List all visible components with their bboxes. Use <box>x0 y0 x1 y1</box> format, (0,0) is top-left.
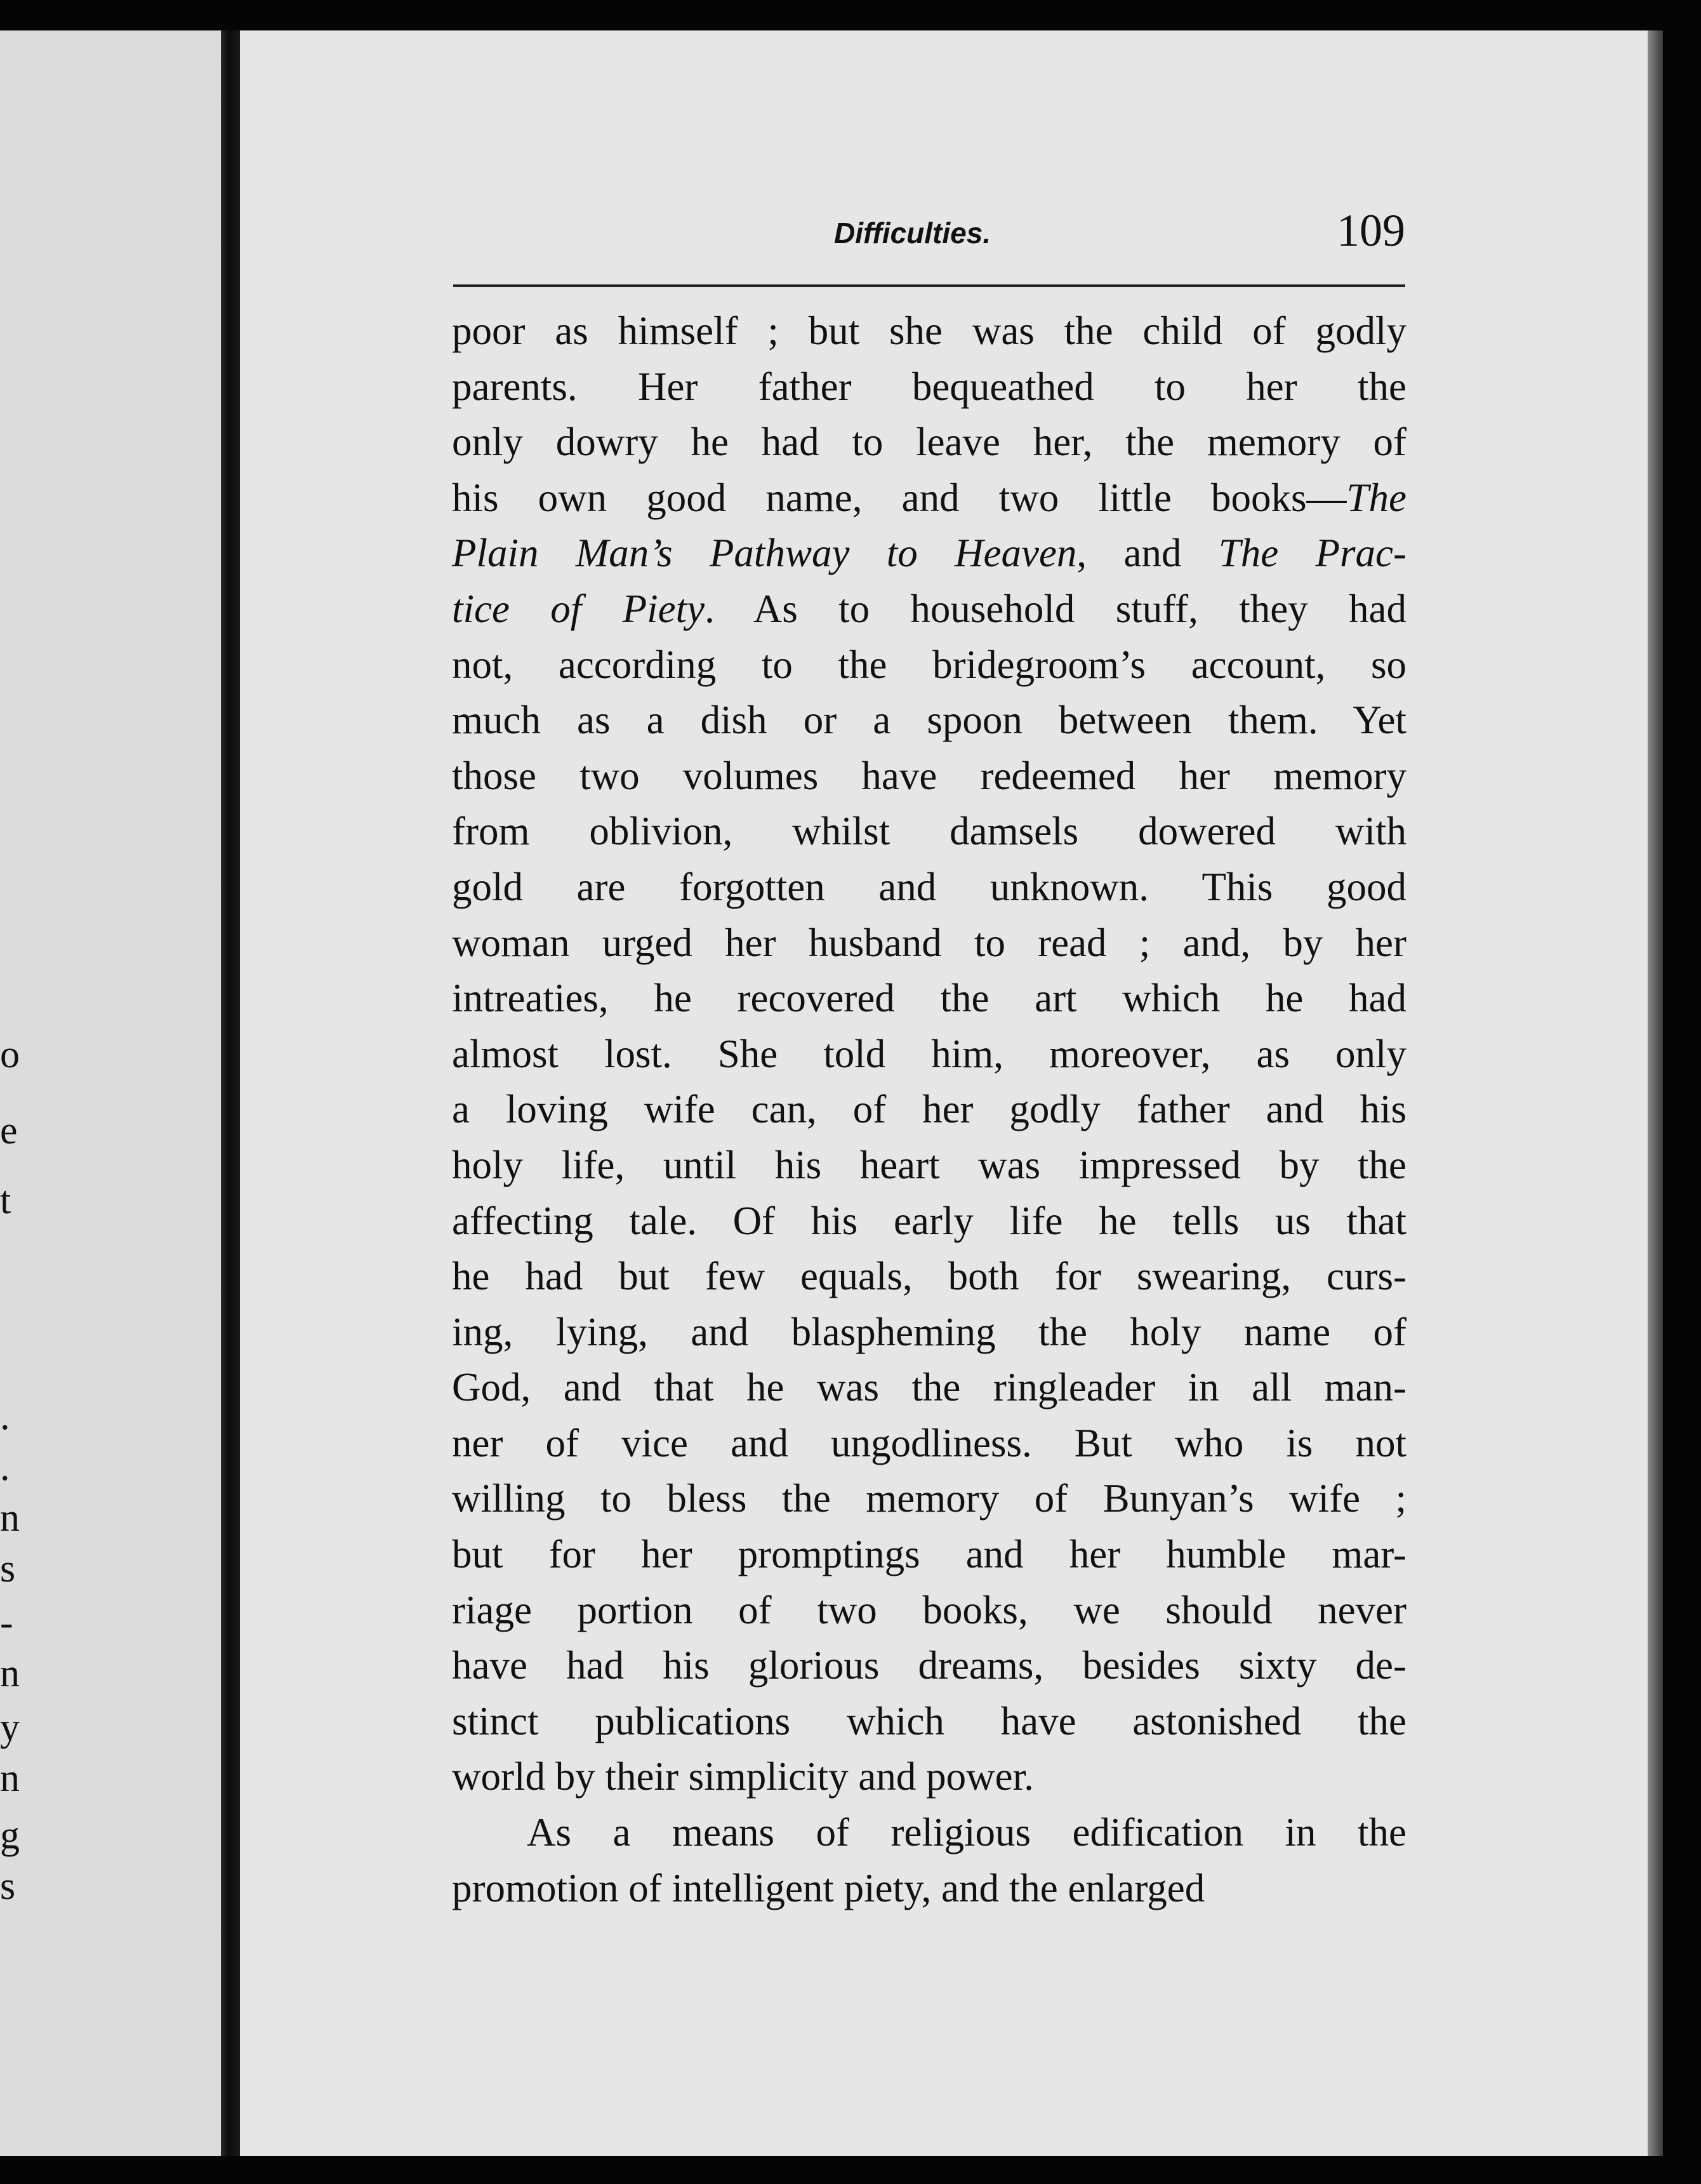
text-line: not, according to the bridegroom’s account, so <box>452 642 1406 687</box>
text-line: willing to bless the memory of Bunyan’s wife ; <box>452 1476 1406 1521</box>
text-line: holy life, until his heart was impressed by the <box>452 1142 1406 1187</box>
margin-letter: n <box>0 1652 20 1695</box>
page-number: 109 <box>1337 205 1405 256</box>
text-line: ner of vice and ungodliness. But who is not <box>452 1420 1406 1465</box>
margin-letter: s <box>0 1865 16 1908</box>
margin-letter: o <box>0 1033 20 1076</box>
margin-letter: s <box>0 1547 16 1590</box>
text-line: but for her promptings and her humble mar- <box>452 1532 1406 1577</box>
body-text <box>452 303 1406 1916</box>
text-line: tice of Piety. As to household stuff, they had <box>452 586 1406 631</box>
text-line: parents. Her father bequeathed to her the <box>452 364 1406 409</box>
paragraph <box>452 1805 1406 1916</box>
text-line: almost lost. She told him, moreover, as only <box>452 1031 1406 1076</box>
text-line: gold are forgotten and unknown. This good <box>452 864 1406 909</box>
text-line: poor as himself ; but she was the child of godly <box>452 309 1406 353</box>
text-line: his own good name, and two little books—The <box>452 475 1406 520</box>
text-line: promotion of intelligent piety, and the enlarged <box>452 1865 1205 1910</box>
text-line: stinct publications which have astonished the <box>452 1698 1406 1743</box>
previous-page-edge <box>0 30 223 2156</box>
running-title: Difficulties. <box>834 216 991 250</box>
text-line: ing, lying, and blaspheming the holy name of <box>452 1309 1406 1354</box>
running-head <box>453 205 1405 279</box>
margin-letter: y <box>0 1706 20 1749</box>
margin-letter: t <box>0 1179 11 1222</box>
text-line: riage portion of two books, we should never <box>452 1587 1406 1632</box>
page-edge-shadow <box>1648 30 1663 2156</box>
header-rule <box>453 284 1405 287</box>
text-line: intreaties, he recovered the art which he had <box>452 976 1406 1021</box>
margin-letter: n <box>0 1757 20 1800</box>
text-line: he had but few equals, both for swearing, curs- <box>452 1254 1406 1299</box>
text-line: a loving wife can, of her godly father and his <box>452 1087 1406 1132</box>
text-line: Plain Man’s Pathway to Heaven, and The Prac- <box>452 531 1406 576</box>
text-line: much as a dish or a spoon between them. Yet <box>452 698 1406 743</box>
margin-letter: g <box>0 1814 20 1857</box>
text-line: As a means of religious edification in the <box>527 1810 1406 1855</box>
text-line: God, and that he was the ringleader in all man- <box>452 1365 1406 1410</box>
text-line: world by their simplicity and power. <box>452 1754 1034 1799</box>
margin-letter: . <box>0 1395 10 1438</box>
paragraph <box>452 303 1406 1805</box>
text-line: have had his glorious dreams, besides sixty de- <box>452 1643 1406 1688</box>
text-line: only dowry he had to leave her, the memory of <box>452 420 1406 465</box>
text-line: woman urged her husband to read ; and, by her <box>452 920 1406 965</box>
text-line: those two volumes have redeemed her memory <box>452 753 1406 798</box>
margin-letter: . <box>0 1446 10 1489</box>
margin-letter: n <box>0 1496 20 1540</box>
text-line: from oblivion, whilst damsels dowered with <box>452 809 1406 854</box>
margin-letter: e <box>0 1109 18 1152</box>
margin-letter: - <box>0 1601 13 1644</box>
book-gutter <box>221 30 240 2156</box>
text-line: affecting tale. Of his early life he tells us that <box>452 1198 1406 1243</box>
